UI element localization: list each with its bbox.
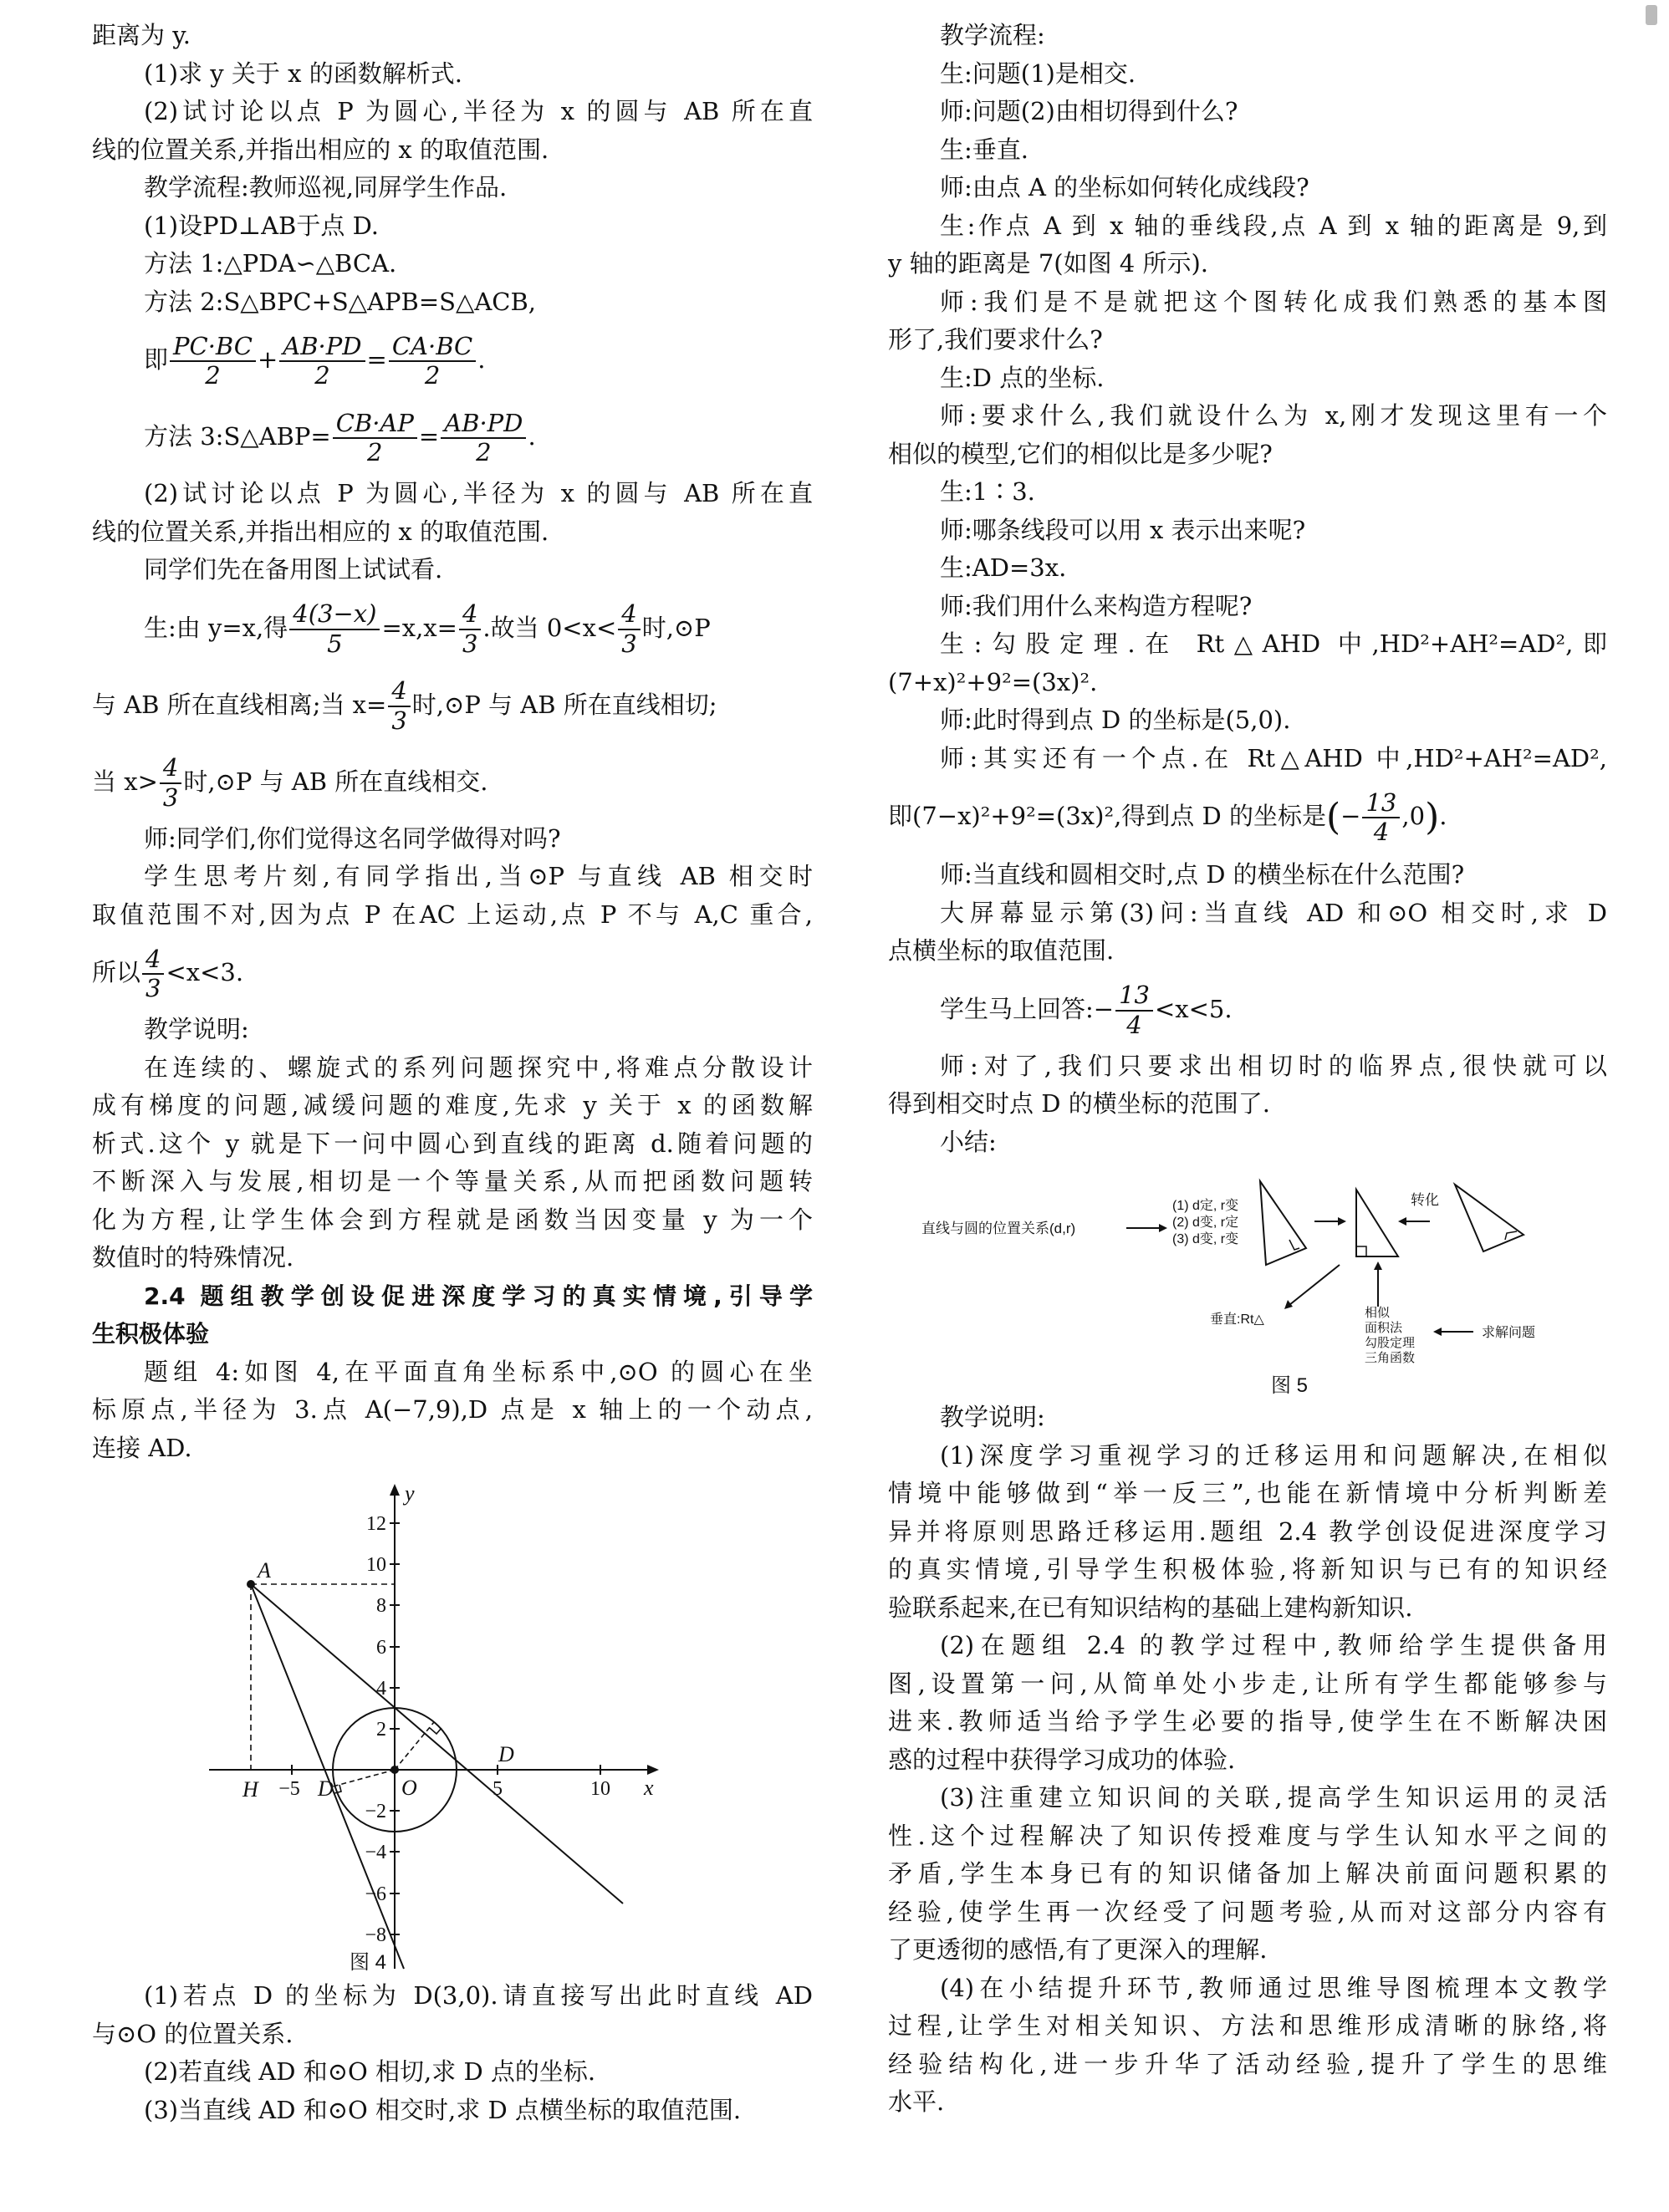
formula-line: 即(7−x)²+9²=(3x)²,得到点 D 的坐标是(− $\frac{13}{4}$ ,0). xyxy=(888,787,1447,846)
x-tick-label: 5 xyxy=(493,1778,503,1800)
section-heading-cont: 生积极体验 xyxy=(92,1320,210,1348)
text-line: 不断深入与发展,相切是一个等量关系,从而把函数问题转 xyxy=(92,1167,813,1195)
text-line: 教学流程:教师巡视,同屏学生作品. xyxy=(144,173,508,201)
solve-label: 求解问题 xyxy=(1482,1326,1536,1340)
text-line: 了更透彻的感悟,有了更深入的理解. xyxy=(888,1935,1268,1964)
formula-line: 所以 $\frac{4}{3}$ <x<3. xyxy=(92,944,244,1002)
text-line: 师:我们是不是就把这个图转化成我们熟悉的基本图 xyxy=(940,287,1607,316)
x-tick-label: −5 xyxy=(278,1778,300,1800)
text-line: 师:我们用什么来构造方程呢? xyxy=(940,591,1253,620)
text-line: 验联系起来,在已有知识结构的基础上建构新知识. xyxy=(888,1593,1413,1622)
formula-line: 方法 3:S△ABP= $\frac{CB\cdot AP}{2}$ = $\frac{AB\cdot PD}{2}$ . xyxy=(144,408,536,466)
section-heading: 2.4 题组教学创设促进深度学习的真实情境,引导学 xyxy=(144,1282,813,1310)
text-line: 在连续的、螺旋式的系列问题探究中,将难点分散设计 xyxy=(144,1052,813,1082)
fraction: $\frac{13}{4}$ xyxy=(1115,981,1153,1039)
text-line: 生:问题(1)是相交. xyxy=(940,59,1136,88)
text-line: 情境中能够做到“举一反三”,也能在新情境中分析判断差 xyxy=(888,1479,1607,1507)
text-line: (2)若直线 AD 和⊙O 相切,求 D 点的坐标. xyxy=(144,2057,596,2086)
text-line: 化为方程,让学生体会到方程就是函数当因变量 y 为一个 xyxy=(92,1205,813,1234)
right-column xyxy=(888,17,1607,2122)
text-line: 图,设置第一问,从简单处小步走,让所有学生都能够参与 xyxy=(888,1669,1607,1698)
arrow-down-left xyxy=(1289,1265,1340,1305)
text-line: 距离为 y. xyxy=(92,21,191,49)
text-line: 大屏幕显示第(3)问:当直线 AD 和⊙O 相交时,求 D xyxy=(940,898,1607,927)
point-o xyxy=(390,1766,399,1774)
text-line: 生:作点 A 到 x 轴的垂线段,点 A 到 x 轴的距离是 9,到 xyxy=(940,211,1607,240)
text-line: 教学流程: xyxy=(940,21,1045,49)
text-line: 生:勾股定理.在 Rt△AHD 中,HD²+AH²=AD²,即 xyxy=(940,629,1607,658)
scrollbar-thumb[interactable] xyxy=(1646,5,1657,25)
y-tick-label: 4 xyxy=(376,1678,386,1700)
text-line: 师:此时得到点 D 的坐标是(5,0). xyxy=(940,706,1291,734)
fraction: $\frac{PC\cdot BC}{2}$ xyxy=(170,333,256,390)
concept-main: 直线与圆的位置关系(d,r) xyxy=(921,1221,1076,1236)
text-line: 过程,让学生对相关知识、方法和思维形成清晰的脉络,将 xyxy=(888,2011,1607,2040)
y-tick-label: 6 xyxy=(376,1637,386,1659)
text-line: 方法 2:S△BPC+S△APB=S△ACB, xyxy=(144,287,536,316)
text-line: 生:垂直. xyxy=(940,135,1028,164)
fraction: $\frac{CB\cdot AP}{2}$ xyxy=(333,410,417,467)
x-axis-arrow xyxy=(647,1765,659,1775)
text-line: (1)设PD⊥AB于点 D. xyxy=(144,211,380,240)
triangle-3 xyxy=(1455,1185,1524,1251)
text-line: 取值范围不对,因为点 P 在AC 上运动,点 P 不与 A,C 重合, xyxy=(92,900,813,929)
figure-caption: 图 5 xyxy=(1270,1374,1309,1397)
figure-4-coordinate-plot xyxy=(201,1476,669,1977)
text-line: (2)试讨论以点 P 为圆心,半径为 x 的圆与 AB 所在直 xyxy=(144,97,813,125)
right-angle-mark xyxy=(430,1728,441,1734)
label-y: y xyxy=(405,1481,415,1506)
text-line: (7+x)²+9²=(3x)². xyxy=(888,667,1098,696)
text-line: 相似的模型,它们的相似比是多少呢? xyxy=(888,439,1273,468)
y-tick-label: 2 xyxy=(376,1719,386,1741)
triangle-1 xyxy=(1260,1181,1306,1265)
text-line: 经验,使学生再一次经受了问题考验,从而对这部分内容有 xyxy=(888,1897,1607,1926)
y-tick-label: −2 xyxy=(365,1801,386,1822)
y-axis-arrow xyxy=(390,1484,400,1496)
text-line: (1)若点 D 的坐标为 D(3,0).请直接写出此时直线 AD xyxy=(144,1981,813,2010)
figure-caption: 图 4 xyxy=(349,1951,387,1974)
formula-line: 与 AB 所在直线相离;当 x= $\frac{4}{3}$ 时,⊙P 与 AB 所在直线相切; xyxy=(92,676,717,735)
y-tick-label: 10 xyxy=(366,1554,386,1576)
fraction: $\frac{4}{3}$ xyxy=(618,600,640,658)
text-line: 教学说明: xyxy=(940,1403,1045,1431)
text-line: 师:当直线和圆相交时,点 D 的横坐标在什么范围? xyxy=(940,860,1465,889)
text-line: 师:问题(2)由相切得到什么? xyxy=(940,97,1238,125)
text-line: (1)深度学习重视学习的迁移运用和问题解决,在相似 xyxy=(940,1440,1607,1470)
text-line: 小结: xyxy=(940,1127,997,1156)
text-line: 的真实情境,引导学生积极体验,将新知识与已有的知识经 xyxy=(888,1555,1607,1583)
x-tick-label: 10 xyxy=(590,1778,610,1800)
fraction: $\frac{4}{3}$ xyxy=(142,945,164,1003)
text-line: 师:对了,我们只要求出相切时的临界点,很快就可以 xyxy=(940,1051,1607,1080)
label-x: x xyxy=(644,1776,654,1800)
formula-line: 生:由 y=x,得 $\frac{4(3-x)}{5}$ =x,x= $\frac{4}{3}$ .故当 0<x< $\frac{4}{3}$ 时,⊙P xyxy=(144,599,711,658)
fraction: $\frac{4(3-x)}{5}$ xyxy=(289,600,380,658)
method-1: 相似 xyxy=(1365,1306,1391,1320)
text-line: (2)试讨论以点 P 为圆心,半径为 x 的圆与 AB 所在直 xyxy=(144,479,813,507)
figure-5-concept-map xyxy=(921,1173,1574,1399)
vertical-label: 垂直:Rt△ xyxy=(1210,1312,1264,1327)
label-d-left: D xyxy=(318,1776,334,1801)
text-line: 标原点,半径为 3.点 A(−7,9),D 点是 x 轴上的一个动点, xyxy=(92,1395,813,1424)
fraction: $\frac{4}{3}$ xyxy=(388,677,410,735)
tangent-line-1 xyxy=(251,1584,623,1904)
text-line: 水平. xyxy=(888,2087,945,2116)
y-tick-label: 8 xyxy=(376,1595,386,1617)
text-line: (3)当直线 AD 和⊙O 相交时,求 D 点横坐标的取值范围. xyxy=(144,2095,742,2124)
left-column xyxy=(92,17,813,2129)
label-d-right: D xyxy=(498,1742,514,1766)
text-line: 线的位置关系,并指出相应的 x 的取值范围. xyxy=(92,135,549,164)
text-line: 惑的过程中获得学习成功的体验. xyxy=(888,1745,1236,1774)
fraction: $\frac{4}{3}$ xyxy=(459,600,481,658)
text-line: 方法 1:△PDA∽△BCA. xyxy=(144,249,397,278)
text-line: 教学说明: xyxy=(144,1015,249,1043)
text-line: 师:要求什么,我们就设什么为 x,刚才发现这里有一个 xyxy=(940,401,1607,430)
text-line: (3)注重建立知识间的关联,提高学生知识运用的灵活 xyxy=(940,1783,1607,1812)
text-line: (1)求 y 关于 x 的函数解析式. xyxy=(144,59,462,88)
text-line: 师:同学们,你们觉得这名同学做得对吗? xyxy=(144,823,561,853)
text-line: 生:1∶3. xyxy=(940,477,1035,506)
dashed-radius-2 xyxy=(333,1770,395,1786)
fraction: $\frac{13}{4}$ xyxy=(1362,789,1400,847)
text-line: 师:哪条线段可以用 x 表示出来呢? xyxy=(940,515,1306,544)
text-line: (2)在题组 2.4 的教学过程中,教师给学生提供备用 xyxy=(940,1631,1607,1659)
case-1: (1) d定, r变 xyxy=(1172,1199,1239,1213)
text-line: 连接 AD. xyxy=(92,1433,192,1462)
text-line: 析式.这个 y 就是下一问中圆心到直线的距离 d.随着问题的 xyxy=(92,1129,813,1158)
text-line: 经验结构化,进一步升华了活动经验,提升了学生的思维 xyxy=(888,2049,1607,2078)
text-line: 学生思考片刻,有同学指出,当⊙P 与直线 AB 相交时 xyxy=(144,862,813,890)
text-line: 性.这个过程解决了知识传授难度与学生认知水平之间的 xyxy=(888,1821,1607,1850)
text-line: 异并将原则思路迁移运用.题组 2.4 教学创设促进深度学习 xyxy=(888,1516,1607,1546)
text-line: 同学们先在备用图上试试看. xyxy=(144,555,443,584)
y-tick-label: 12 xyxy=(366,1513,386,1535)
case-3: (3) d变, r变 xyxy=(1172,1232,1239,1246)
label-o: O xyxy=(401,1776,417,1800)
y-tick-label: −8 xyxy=(365,1924,386,1946)
text-line: 线的位置关系,并指出相应的 x 的取值范围. xyxy=(92,517,549,546)
text-line: 点横坐标的取值范围. xyxy=(888,936,1115,965)
case-2: (2) d变, r定 xyxy=(1172,1216,1239,1230)
method-2: 面积法 xyxy=(1365,1321,1403,1335)
text-line: (4)在小结提升环节,教师通过思维导图梳理本文教学 xyxy=(940,1973,1607,2002)
fraction: $\frac{AB\cdot PD}{2}$ xyxy=(441,410,526,467)
y-tick-label: −4 xyxy=(365,1842,386,1863)
transform-label: 转化 xyxy=(1411,1192,1439,1208)
fraction: $\frac{4}{3}$ xyxy=(160,754,181,812)
text-line: 形了,我们要求什么? xyxy=(888,325,1103,354)
fraction: $\frac{CA\cdot BC}{2}$ xyxy=(389,333,476,390)
formula-line: 即 $\frac{PC\cdot BC}{2}$ + $\frac{AB\cdot PD}{2}$ = $\frac{CA\cdot BC}{2}$ . xyxy=(144,331,486,390)
label-a: A xyxy=(258,1558,271,1583)
text-line: 矛盾,学生本身已有的知识储备加上解决前面问题积累的 xyxy=(888,1859,1607,1888)
formula-line: 当 x> $\frac{4}{3}$ 时,⊙P 与 AB 所在直线相交. xyxy=(92,753,488,812)
text-line: 生:AD=3x. xyxy=(940,553,1067,582)
text-line: 师:由点 A 的坐标如何转化成线段? xyxy=(940,173,1309,201)
text-line: y 轴的距离是 7(如图 4 所示). xyxy=(888,249,1209,278)
method-4: 三角函数 xyxy=(1365,1351,1416,1365)
text-line: 题组 4:如图 4,在平面直角坐标系中,⊙O 的圆心在坐 xyxy=(144,1357,813,1386)
formula-line: 学生马上回答:− $\frac{13}{4}$ <x<5. xyxy=(940,981,1233,1039)
text-line: 进来.教师适当给予学生必要的指导,使学生在不断解决困 xyxy=(888,1707,1607,1735)
text-line: 师:其实还有一个点.在 Rt△AHD 中,HD²+AH²=AD², xyxy=(940,743,1607,772)
label-h: H xyxy=(242,1777,258,1802)
text-line: 数值时的特殊情况. xyxy=(92,1243,294,1272)
text-line: 生:D 点的坐标. xyxy=(940,363,1105,392)
method-3: 勾股定理 xyxy=(1365,1336,1416,1350)
text-line: 成有梯度的问题,减缓问题的难度,先求 y 关于 x 的函数解 xyxy=(92,1091,813,1119)
y-tick-label: −6 xyxy=(365,1883,386,1905)
text-line: 得到相交时点 D 的横坐标的范围了. xyxy=(888,1089,1270,1118)
fraction: $\frac{AB\cdot PD}{2}$ xyxy=(279,333,365,390)
point-a xyxy=(247,1580,255,1588)
dashed-radius-1 xyxy=(395,1722,434,1770)
text-line: 与⊙O 的位置关系. xyxy=(92,2019,293,2048)
